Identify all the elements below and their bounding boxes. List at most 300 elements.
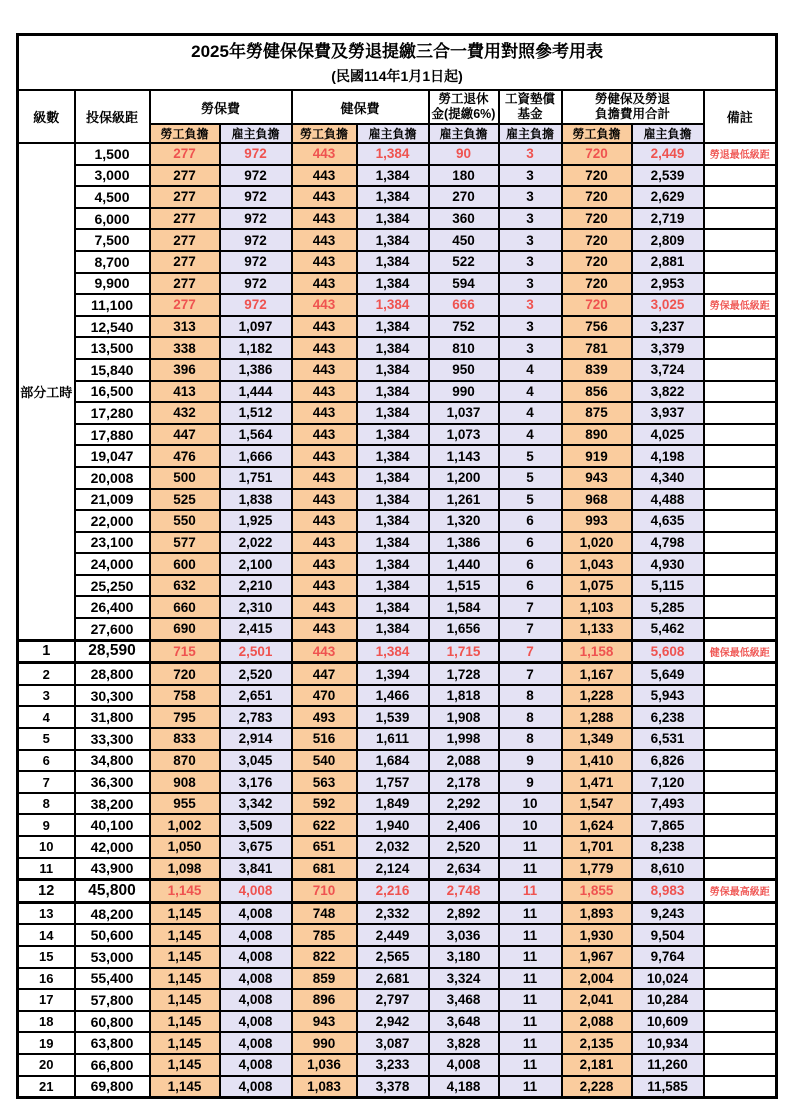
wage-fund-employer-cell: 5 <box>499 467 562 489</box>
total-employer-cell: 5,285 <box>632 596 704 618</box>
remark-cell <box>704 165 777 187</box>
level-cell: 10 <box>18 836 75 858</box>
wage-fund-employer-cell: 7 <box>499 618 562 640</box>
labor-worker-cell: 525 <box>150 489 220 511</box>
health-employer-cell: 1,466 <box>357 685 429 707</box>
labor-employer-cell: 4,008 <box>220 968 292 990</box>
total-employer-cell: 8,983 <box>632 880 704 903</box>
health-worker-cell: 443 <box>292 208 357 230</box>
health-worker-cell: 443 <box>292 424 357 446</box>
total-worker-cell: 919 <box>562 445 632 467</box>
health-worker-cell: 443 <box>292 273 357 295</box>
table-row <box>18 836 777 858</box>
pension-employer-cell: 270 <box>429 186 499 208</box>
total-worker-cell: 2,041 <box>562 989 632 1011</box>
table-row <box>18 728 777 750</box>
wage-fund-employer-cell: 10 <box>499 814 562 836</box>
health-employer-cell: 1,611 <box>357 728 429 750</box>
wage-fund-employer-cell: 11 <box>499 946 562 968</box>
table-row <box>18 924 777 946</box>
table-row <box>18 968 777 990</box>
total-employer-cell: 6,531 <box>632 728 704 750</box>
col-header-level: 級數 <box>18 90 75 143</box>
level-cell: 3 <box>18 685 75 707</box>
table-row <box>18 143 777 165</box>
labor-employer-cell: 3,045 <box>220 750 292 772</box>
remark-cell <box>704 771 777 793</box>
total-worker-cell: 1,228 <box>562 685 632 707</box>
health-employer-cell: 1,384 <box>357 229 429 251</box>
wage-fund-employer-cell: 4 <box>499 424 562 446</box>
wage-fund-employer-cell: 11 <box>499 924 562 946</box>
pension-employer-cell: 2,088 <box>429 750 499 772</box>
labor-employer-cell: 1,925 <box>220 510 292 532</box>
total-employer-cell: 2,449 <box>632 143 704 165</box>
pension-employer-cell: 1,584 <box>429 596 499 618</box>
wage-fund-employer-cell: 6 <box>499 553 562 575</box>
pension-employer-cell: 1,143 <box>429 445 499 467</box>
pension-employer-cell: 3,468 <box>429 989 499 1011</box>
labor-worker-cell: 1,145 <box>150 1054 220 1076</box>
remark-cell <box>704 814 777 836</box>
labor-employer-cell: 1,182 <box>220 337 292 359</box>
total-employer-cell: 3,237 <box>632 316 704 338</box>
health-employer-cell: 1,384 <box>357 532 429 554</box>
health-worker-cell: 443 <box>292 359 357 381</box>
total-worker-cell: 781 <box>562 337 632 359</box>
premium-table <box>16 33 778 1099</box>
total-employer-cell: 4,198 <box>632 445 704 467</box>
bracket-cell: 9,900 <box>75 273 150 295</box>
labor-worker-cell: 396 <box>150 359 220 381</box>
health-employer-cell: 3,378 <box>357 1076 429 1098</box>
labor-employer-cell: 4,008 <box>220 1032 292 1054</box>
level-cell: 21 <box>18 1076 75 1098</box>
table-row <box>18 445 777 467</box>
labor-worker-cell: 447 <box>150 424 220 446</box>
health-employer-cell: 1,384 <box>357 316 429 338</box>
subheader-pension-employer: 雇主負擔 <box>429 124 499 143</box>
bracket-cell: 45,800 <box>75 880 150 903</box>
pension-employer-cell: 2,748 <box>429 880 499 903</box>
labor-employer-cell: 972 <box>220 208 292 230</box>
total-employer-cell: 2,719 <box>632 208 704 230</box>
pension-employer-cell: 1,037 <box>429 402 499 424</box>
health-employer-cell: 1,940 <box>357 814 429 836</box>
table-row <box>18 946 777 968</box>
labor-worker-cell: 720 <box>150 663 220 685</box>
table-row <box>18 1054 777 1076</box>
bracket-cell: 63,800 <box>75 1032 150 1054</box>
bracket-cell: 7,500 <box>75 229 150 251</box>
labor-employer-cell: 2,310 <box>220 596 292 618</box>
total-employer-cell: 4,488 <box>632 489 704 511</box>
title-row <box>18 35 777 91</box>
bracket-cell: 11,100 <box>75 294 150 316</box>
labor-worker-cell: 338 <box>150 337 220 359</box>
table-row <box>18 316 777 338</box>
pension-employer-cell: 1,320 <box>429 510 499 532</box>
pension-employer-cell: 450 <box>429 229 499 251</box>
bracket-cell: 60,800 <box>75 1011 150 1033</box>
total-employer-cell: 5,608 <box>632 640 704 663</box>
labor-worker-cell: 600 <box>150 553 220 575</box>
subheader-wage-fund-employer: 雇主負擔 <box>499 124 562 143</box>
remark-cell <box>704 186 777 208</box>
table-row <box>18 1011 777 1033</box>
table-row <box>18 467 777 489</box>
pension-employer-cell: 360 <box>429 208 499 230</box>
remark-cell <box>704 575 777 597</box>
table-row <box>18 575 777 597</box>
bracket-cell: 31,800 <box>75 706 150 728</box>
level-cell: 20 <box>18 1054 75 1076</box>
remark-cell <box>704 858 777 880</box>
remark-cell: 勞保最高級距 <box>704 880 777 903</box>
table-row <box>18 229 777 251</box>
total-employer-cell: 3,937 <box>632 402 704 424</box>
health-employer-cell: 1,384 <box>357 208 429 230</box>
table-row <box>18 489 777 511</box>
total-worker-cell: 720 <box>562 294 632 316</box>
total-employer-cell: 7,493 <box>632 793 704 815</box>
labor-employer-cell: 4,008 <box>220 880 292 903</box>
remark-cell <box>704 793 777 815</box>
remark-cell <box>704 510 777 532</box>
pension-employer-cell: 810 <box>429 337 499 359</box>
labor-employer-cell: 2,415 <box>220 618 292 640</box>
labor-employer-cell: 1,386 <box>220 359 292 381</box>
health-employer-cell: 1,384 <box>357 251 429 273</box>
remark-cell <box>704 402 777 424</box>
total-employer-cell: 3,822 <box>632 381 704 403</box>
table-row <box>18 750 777 772</box>
health-employer-cell: 1,384 <box>357 553 429 575</box>
table-row <box>18 381 777 403</box>
total-employer-cell: 10,609 <box>632 1011 704 1033</box>
health-employer-cell: 1,384 <box>357 467 429 489</box>
total-worker-cell: 720 <box>562 186 632 208</box>
total-worker-cell: 1,930 <box>562 924 632 946</box>
level-cell: 7 <box>18 771 75 793</box>
health-employer-cell: 1,384 <box>357 424 429 446</box>
table-row <box>18 814 777 836</box>
remark-cell <box>704 273 777 295</box>
total-worker-cell: 1,893 <box>562 902 632 924</box>
bracket-cell: 3,000 <box>75 165 150 187</box>
bracket-cell: 23,100 <box>75 532 150 554</box>
labor-worker-cell: 1,145 <box>150 1076 220 1098</box>
bracket-cell: 15,840 <box>75 359 150 381</box>
level-cell: 13 <box>18 902 75 924</box>
pension-employer-cell: 1,073 <box>429 424 499 446</box>
col-header-pension <box>429 90 499 124</box>
wage-fund-employer-cell: 3 <box>499 251 562 273</box>
labor-employer-cell: 1,751 <box>220 467 292 489</box>
labor-worker-cell: 908 <box>150 771 220 793</box>
labor-employer-cell: 4,008 <box>220 1011 292 1033</box>
wage-fund-employer-cell: 9 <box>499 750 562 772</box>
table-row <box>18 640 777 663</box>
header-group-row <box>18 90 777 124</box>
pension-employer-cell: 1,200 <box>429 467 499 489</box>
health-worker-cell: 443 <box>292 532 357 554</box>
labor-worker-cell: 1,145 <box>150 902 220 924</box>
pension-employer-cell: 180 <box>429 165 499 187</box>
bracket-cell: 6,000 <box>75 208 150 230</box>
pension-employer-cell: 2,892 <box>429 902 499 924</box>
total-employer-cell: 4,930 <box>632 553 704 575</box>
table-row <box>18 858 777 880</box>
remark-cell <box>704 706 777 728</box>
labor-employer-cell: 1,666 <box>220 445 292 467</box>
labor-worker-cell: 715 <box>150 640 220 663</box>
col-header-wage-fund-line1: 工資墊償 <box>504 92 555 106</box>
total-employer-cell: 2,629 <box>632 186 704 208</box>
table-row <box>18 186 777 208</box>
bracket-cell: 17,280 <box>75 402 150 424</box>
labor-worker-cell: 1,145 <box>150 968 220 990</box>
wage-fund-employer-cell: 8 <box>499 706 562 728</box>
total-employer-cell: 9,764 <box>632 946 704 968</box>
health-worker-cell: 1,036 <box>292 1054 357 1076</box>
pension-employer-cell: 3,648 <box>429 1011 499 1033</box>
health-employer-cell: 1,384 <box>357 294 429 316</box>
total-worker-cell: 720 <box>562 208 632 230</box>
labor-employer-cell: 4,008 <box>220 902 292 924</box>
health-employer-cell: 1,384 <box>357 337 429 359</box>
total-employer-cell: 8,610 <box>632 858 704 880</box>
total-employer-cell: 6,238 <box>632 706 704 728</box>
health-employer-cell: 2,681 <box>357 968 429 990</box>
remark-cell <box>704 553 777 575</box>
remark-cell: 健保最低級距 <box>704 640 777 663</box>
total-worker-cell: 1,158 <box>562 640 632 663</box>
total-employer-cell: 3,724 <box>632 359 704 381</box>
bracket-cell: 50,600 <box>75 924 150 946</box>
labor-employer-cell: 972 <box>220 273 292 295</box>
total-employer-cell: 7,865 <box>632 814 704 836</box>
labor-worker-cell: 1,098 <box>150 858 220 880</box>
wage-fund-employer-cell: 11 <box>499 858 562 880</box>
labor-employer-cell: 2,100 <box>220 553 292 575</box>
health-worker-cell: 443 <box>292 489 357 511</box>
level-cell: 6 <box>18 750 75 772</box>
labor-employer-cell: 972 <box>220 251 292 273</box>
health-employer-cell: 3,087 <box>357 1032 429 1054</box>
bracket-cell: 30,300 <box>75 685 150 707</box>
health-worker-cell: 493 <box>292 706 357 728</box>
level-cell: 18 <box>18 1011 75 1033</box>
health-employer-cell: 1,384 <box>357 402 429 424</box>
title-cell <box>18 35 777 91</box>
wage-fund-employer-cell: 10 <box>499 793 562 815</box>
pension-employer-cell: 1,261 <box>429 489 499 511</box>
labor-employer-cell: 972 <box>220 294 292 316</box>
total-worker-cell: 1,133 <box>562 618 632 640</box>
level-cell: 11 <box>18 858 75 880</box>
page-subtitle: (民國114年1月1日起) <box>331 67 463 84</box>
labor-worker-cell: 277 <box>150 251 220 273</box>
bracket-cell: 38,200 <box>75 793 150 815</box>
bracket-cell: 42,000 <box>75 836 150 858</box>
health-worker-cell: 710 <box>292 880 357 903</box>
wage-fund-employer-cell: 3 <box>499 208 562 230</box>
labor-employer-cell: 2,783 <box>220 706 292 728</box>
health-worker-cell: 681 <box>292 858 357 880</box>
labor-worker-cell: 1,145 <box>150 880 220 903</box>
col-header-pension-line2: 金(提繳6%) <box>431 107 496 121</box>
wage-fund-employer-cell: 5 <box>499 445 562 467</box>
col-header-wage-fund <box>499 90 562 124</box>
health-employer-cell: 1,384 <box>357 381 429 403</box>
bracket-cell: 20,008 <box>75 467 150 489</box>
health-employer-cell: 1,384 <box>357 445 429 467</box>
labor-worker-cell: 277 <box>150 208 220 230</box>
remark-cell <box>704 316 777 338</box>
health-employer-cell: 1,384 <box>357 143 429 165</box>
health-employer-cell: 2,032 <box>357 836 429 858</box>
pension-employer-cell: 594 <box>429 273 499 295</box>
health-employer-cell: 1,384 <box>357 489 429 511</box>
labor-worker-cell: 577 <box>150 532 220 554</box>
total-worker-cell: 1,167 <box>562 663 632 685</box>
labor-employer-cell: 1,838 <box>220 489 292 511</box>
total-worker-cell: 968 <box>562 489 632 511</box>
total-employer-cell: 9,504 <box>632 924 704 946</box>
health-worker-cell: 943 <box>292 1011 357 1033</box>
labor-employer-cell: 4,008 <box>220 1076 292 1098</box>
labor-employer-cell: 3,675 <box>220 836 292 858</box>
labor-worker-cell: 1,145 <box>150 946 220 968</box>
bracket-cell: 57,800 <box>75 989 150 1011</box>
total-employer-cell: 8,238 <box>632 836 704 858</box>
health-employer-cell: 1,384 <box>357 165 429 187</box>
level-cell: 2 <box>18 663 75 685</box>
health-employer-cell: 1,757 <box>357 771 429 793</box>
total-worker-cell: 1,624 <box>562 814 632 836</box>
pension-employer-cell: 666 <box>429 294 499 316</box>
labor-worker-cell: 1,002 <box>150 814 220 836</box>
wage-fund-employer-cell: 11 <box>499 1054 562 1076</box>
labor-worker-cell: 277 <box>150 294 220 316</box>
table-row <box>18 294 777 316</box>
bracket-cell: 26,400 <box>75 596 150 618</box>
health-worker-cell: 443 <box>292 251 357 273</box>
labor-worker-cell: 1,145 <box>150 924 220 946</box>
subheader-health-employer: 雇主負擔 <box>357 124 429 143</box>
labor-worker-cell: 660 <box>150 596 220 618</box>
labor-employer-cell: 3,509 <box>220 814 292 836</box>
health-employer-cell: 2,942 <box>357 1011 429 1033</box>
bracket-cell: 24,000 <box>75 553 150 575</box>
table-row <box>18 1076 777 1098</box>
remark-cell <box>704 489 777 511</box>
bracket-cell: 34,800 <box>75 750 150 772</box>
col-header-pension-line1: 勞工退休 <box>438 92 489 106</box>
remark-cell <box>704 532 777 554</box>
labor-employer-cell: 3,176 <box>220 771 292 793</box>
labor-employer-cell: 2,914 <box>220 728 292 750</box>
table-body <box>18 143 777 1098</box>
labor-employer-cell: 1,097 <box>220 316 292 338</box>
total-employer-cell: 9,243 <box>632 902 704 924</box>
bracket-cell: 27,600 <box>75 618 150 640</box>
wage-fund-employer-cell: 11 <box>499 1076 562 1098</box>
health-employer-cell: 1,849 <box>357 793 429 815</box>
table-row <box>18 618 777 640</box>
total-worker-cell: 1,967 <box>562 946 632 968</box>
total-worker-cell: 1,779 <box>562 858 632 880</box>
health-worker-cell: 443 <box>292 316 357 338</box>
wage-fund-employer-cell: 5 <box>499 489 562 511</box>
labor-worker-cell: 690 <box>150 618 220 640</box>
health-employer-cell: 1,539 <box>357 706 429 728</box>
level-cell: 12 <box>18 880 75 903</box>
health-employer-cell: 2,797 <box>357 989 429 1011</box>
remark-cell <box>704 596 777 618</box>
pension-employer-cell: 1,908 <box>429 706 499 728</box>
subheader-labor-worker: 勞工負擔 <box>150 124 220 143</box>
health-employer-cell: 1,384 <box>357 596 429 618</box>
remark-cell <box>704 968 777 990</box>
col-header-labor-insurance: 勞保費 <box>150 90 292 124</box>
labor-worker-cell: 632 <box>150 575 220 597</box>
wage-fund-employer-cell: 11 <box>499 968 562 990</box>
wage-fund-employer-cell: 7 <box>499 663 562 685</box>
labor-worker-cell: 277 <box>150 143 220 165</box>
pension-employer-cell: 1,515 <box>429 575 499 597</box>
bracket-cell: 13,500 <box>75 337 150 359</box>
total-worker-cell: 856 <box>562 381 632 403</box>
level-cell: 5 <box>18 728 75 750</box>
wage-fund-employer-cell: 3 <box>499 294 562 316</box>
labor-employer-cell: 2,022 <box>220 532 292 554</box>
wage-fund-employer-cell: 7 <box>499 596 562 618</box>
level-cell: 17 <box>18 989 75 1011</box>
total-employer-cell: 10,934 <box>632 1032 704 1054</box>
total-worker-cell: 1,855 <box>562 880 632 903</box>
table-row <box>18 273 777 295</box>
labor-worker-cell: 277 <box>150 165 220 187</box>
remark-cell <box>704 750 777 772</box>
health-worker-cell: 443 <box>292 165 357 187</box>
total-worker-cell: 943 <box>562 467 632 489</box>
total-worker-cell: 1,471 <box>562 771 632 793</box>
remark-cell <box>704 359 777 381</box>
total-employer-cell: 10,284 <box>632 989 704 1011</box>
health-worker-cell: 443 <box>292 294 357 316</box>
col-header-wage-fund-line2: 基金 <box>517 107 543 121</box>
total-worker-cell: 1,349 <box>562 728 632 750</box>
wage-fund-employer-cell: 11 <box>499 1011 562 1033</box>
subheader-total-employer: 雇主負擔 <box>632 124 704 143</box>
health-worker-cell: 563 <box>292 771 357 793</box>
bracket-cell: 21,009 <box>75 489 150 511</box>
bracket-cell: 4,500 <box>75 186 150 208</box>
pension-employer-cell: 990 <box>429 381 499 403</box>
labor-worker-cell: 795 <box>150 706 220 728</box>
col-header-health-insurance: 健保費 <box>292 90 429 124</box>
pension-employer-cell: 2,520 <box>429 836 499 858</box>
total-worker-cell: 720 <box>562 273 632 295</box>
remark-cell <box>704 1076 777 1098</box>
health-worker-cell: 443 <box>292 381 357 403</box>
wage-fund-employer-cell: 3 <box>499 143 562 165</box>
total-worker-cell: 890 <box>562 424 632 446</box>
total-worker-cell: 2,181 <box>562 1054 632 1076</box>
pension-employer-cell: 1,728 <box>429 663 499 685</box>
